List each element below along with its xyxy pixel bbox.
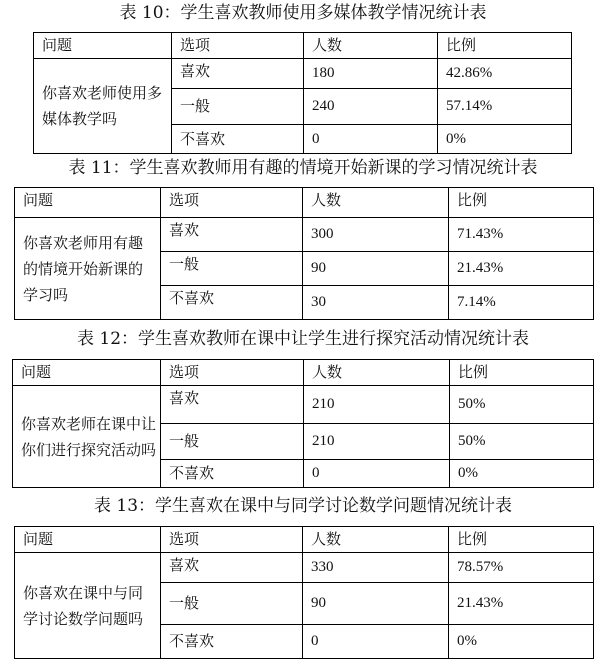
table-12-header-row xyxy=(13,360,594,386)
count-cell: 90 xyxy=(303,583,449,625)
option-cell: 喜欢 xyxy=(161,386,304,424)
ratio-cell: 42.86% xyxy=(438,59,572,89)
header-option: 选项 xyxy=(161,188,303,218)
header-question: 问题 xyxy=(34,33,172,59)
option-cell: 喜欢 xyxy=(161,553,303,583)
option-cell: 不喜欢 xyxy=(161,460,304,488)
table-11-header-row xyxy=(15,188,594,218)
count-cell: 330 xyxy=(303,553,449,583)
ratio-cell: 0% xyxy=(438,125,572,154)
ratio-cell: 71.43% xyxy=(449,218,594,252)
count-cell: 0 xyxy=(303,625,449,659)
table-row xyxy=(15,218,594,252)
table-12-caption: 表 12：学生喜欢教师在课中让学生进行探究活动情况统计表 xyxy=(76,329,530,349)
ratio-cell: 7.14% xyxy=(449,286,594,320)
header-question: 问题 xyxy=(15,188,161,218)
option-cell: 一般 xyxy=(161,424,304,460)
count-cell: 0 xyxy=(304,125,438,154)
option-cell: 不喜欢 xyxy=(161,286,303,320)
header-count: 人数 xyxy=(304,33,438,59)
table-10-header-row xyxy=(34,33,572,59)
table-13-header-row xyxy=(15,527,594,553)
count-cell: 300 xyxy=(303,218,449,252)
question-cell: 你喜欢老师用有趣的情境开始新课的学习吗 xyxy=(15,218,161,320)
table-row xyxy=(13,386,594,424)
question-cell: 你喜欢老师在课中让你们进行探究活动吗 xyxy=(13,386,161,488)
option-cell: 喜欢 xyxy=(161,218,303,252)
table-11 xyxy=(14,187,594,320)
table-row xyxy=(34,59,572,89)
header-count: 人数 xyxy=(304,360,450,386)
ratio-cell: 50% xyxy=(450,424,594,460)
table-row xyxy=(15,553,594,583)
header-ratio: 比例 xyxy=(438,33,572,59)
ratio-cell: 0% xyxy=(450,460,594,488)
table-12 xyxy=(12,359,594,488)
count-cell: 30 xyxy=(303,286,449,320)
header-option: 选项 xyxy=(172,33,304,59)
option-cell: 不喜欢 xyxy=(161,625,303,659)
ratio-cell: 0% xyxy=(449,625,594,659)
count-cell: 240 xyxy=(304,89,438,125)
ratio-cell: 78.57% xyxy=(449,553,594,583)
count-cell: 210 xyxy=(304,424,450,460)
ratio-cell: 21.43% xyxy=(449,583,594,625)
option-cell: 一般 xyxy=(172,89,304,125)
header-count: 人数 xyxy=(303,188,449,218)
ratio-cell: 21.43% xyxy=(449,252,594,286)
ratio-cell: 50% xyxy=(450,386,594,424)
count-cell: 210 xyxy=(304,386,450,424)
question-cell: 你喜欢老师使用多媒体教学吗 xyxy=(34,59,172,154)
header-ratio: 比例 xyxy=(449,188,594,218)
option-cell: 喜欢 xyxy=(172,59,304,89)
question-cell: 你喜欢在课中与同学讨论数学问题吗 xyxy=(15,553,161,659)
header-option: 选项 xyxy=(161,360,304,386)
count-cell: 180 xyxy=(304,59,438,89)
table-13 xyxy=(14,526,594,659)
option-cell: 不喜欢 xyxy=(172,125,304,154)
table-10-caption: 表 10：学生喜欢教师使用多媒体教学情况统计表 xyxy=(119,3,487,23)
header-count: 人数 xyxy=(303,527,449,553)
header-question: 问题 xyxy=(15,527,161,553)
header-ratio: 比例 xyxy=(449,527,594,553)
option-cell: 一般 xyxy=(161,583,303,625)
header-option: 选项 xyxy=(161,527,303,553)
header-ratio: 比例 xyxy=(450,360,594,386)
table-13-caption: 表 13：学生喜欢在课中与同学讨论数学问题情况统计表 xyxy=(93,496,513,516)
table-11-caption: 表 11：学生喜欢教师用有趣的情境开始新课的学习情况统计表 xyxy=(68,158,538,178)
count-cell: 90 xyxy=(303,252,449,286)
option-cell: 一般 xyxy=(161,252,303,286)
count-cell: 0 xyxy=(304,460,450,488)
ratio-cell: 57.14% xyxy=(438,89,572,125)
header-question: 问题 xyxy=(13,360,161,386)
table-10 xyxy=(33,32,572,154)
